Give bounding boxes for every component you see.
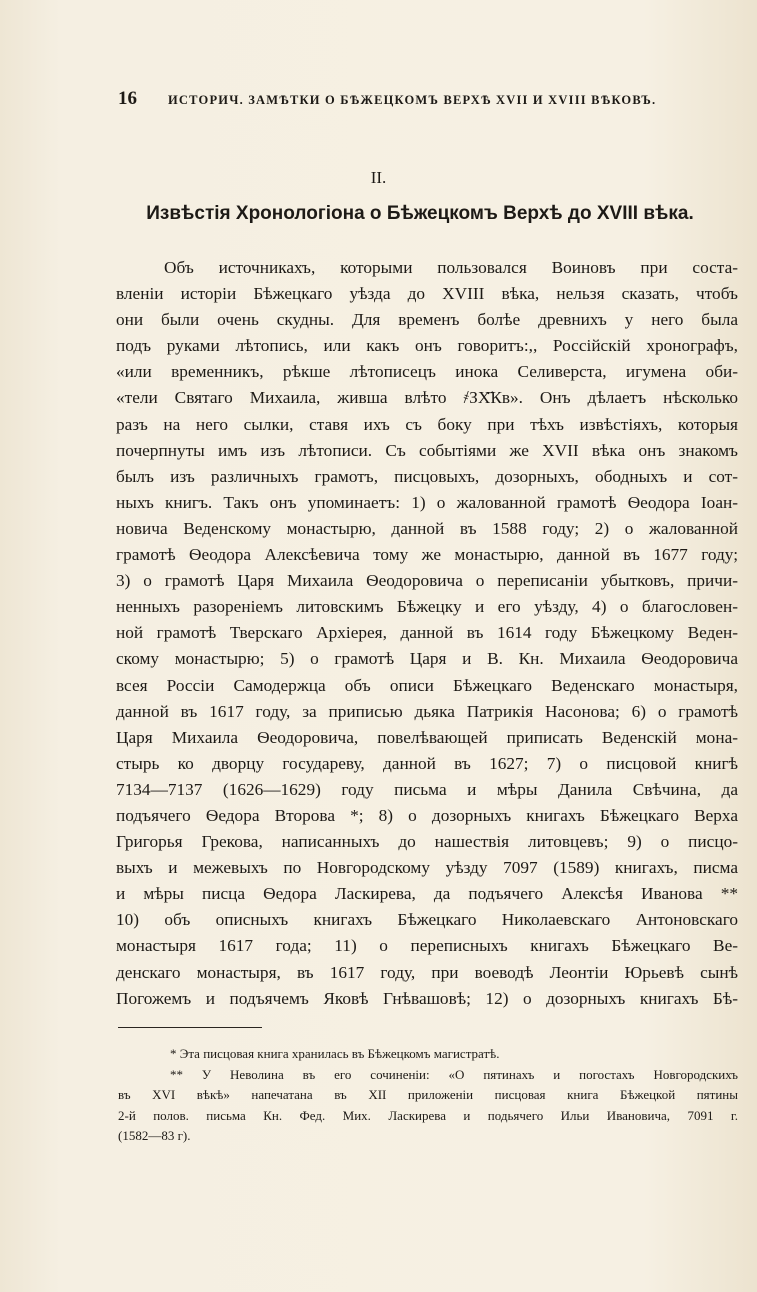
footnote-rule [118, 1027, 262, 1028]
text-line: подъячего Ѳедора Второва *; 8) о дозорныхъ книгахъ Бѣжецкаго Верха [116, 805, 738, 825]
section-heading: Извѣстія Хронологіона о Бѣжецкомъ Верхѣ до XVIII вѣка. [146, 203, 694, 224]
text-line: ной грамотѣ Тверскаго Архіерея, данной въ 1614 году Бѣжецкому Веден- [116, 623, 738, 643]
text-line: монастыря 1617 года; 11) о переписныхъ книгахъ Бѣжецкаго Ве- [116, 936, 738, 956]
page-number: 16 [118, 88, 137, 109]
section-number: II. [370, 168, 387, 187]
footnote-2-line: (1582—83 г). [118, 1128, 191, 1144]
text-line: 10) объ описныхъ книгахъ Бѣжецкаго Николаевскаго Антоновскаго [116, 910, 738, 930]
text-line: 7134—7137 (1626—1629) году письма и мѣры Данила Свѣчина, да [116, 779, 738, 799]
text-line: «или временникъ, рѣкше лѣтописецъ инока Селиверста, игумена оби- [116, 362, 738, 382]
text-line: выхъ и межевыхъ по Новгородскому уѣзду 7097 (1589) книгахъ, писма [116, 858, 738, 878]
text-line: ныхъ книгъ. Такъ онъ упоминаетъ: 1) о жалованной грамотѣ Ѳеодора Іоан- [116, 492, 738, 512]
text-line: они были очень скудны. Для временъ болѣе древнихъ у него была [116, 310, 738, 330]
text-line: Погожемъ и подъячемъ Яковѣ Гнѣвашовѣ; 12) о дозорныхъ книгахъ Бѣ- [116, 988, 738, 1008]
text-line: и мѣры писца Ѳедора Ласкирева, да подъячего Алексѣя Иванова ** [116, 884, 738, 904]
text-line: Григорья Грекова, написанныхъ до нашествія литовцевъ; 9) о писцо- [116, 832, 738, 852]
text-line: былъ изъ различныхъ грамотъ, писцовыхъ, дозорныхъ, ободныхъ и сот- [116, 466, 738, 486]
text-line: скому монастырю; 5) о грамотѣ Царя и В. Кн. Михаила Ѳеодоровича [116, 649, 738, 669]
text-line: «тели Святаго Михаила, живша влѣто ҂ЗХ҃Кв». Онъ дѣлаетъ нѣсколько [116, 388, 738, 408]
body-text [116, 255, 738, 1012]
running-title: ИСТОРИЧ. ЗАМѢТКИ О БѢЖЕЦКОМЪ ВЕРХѢ XVII И XVIII ВѢКОВЪ. [168, 93, 657, 107]
running-head [118, 88, 708, 112]
footnotes [118, 1044, 738, 1147]
text-line: денскаго монастыря, въ 1617 году, при воеводѣ Леонтіи Юрьевѣ сынѣ [116, 962, 738, 982]
text-line: разъ на него сылки, ставя ихъ съ боку при тѣхъ извѣстіяхъ, которыя [116, 414, 738, 434]
text-line: ненныхъ разореніемъ литовскимъ Бѣжецку и его уѣзду, 4) о благословен- [116, 597, 738, 617]
text-line: данной въ 1617 году, за приписью дьяка Патрикія Насонова; 6) о грамотѣ [116, 701, 738, 721]
footnote-1: * Эта писцовая книга хранилась въ Бѣжецкомъ магистратѣ. [170, 1046, 500, 1061]
text-line: 3) о грамотѣ Царя Михаила Ѳеодоровича о переписаніи убытковъ, причи- [116, 571, 738, 591]
text-line: всея Россіи Самодержца объ описи Бѣжецкаго Веденскаго монастыря, [116, 675, 738, 695]
text-line: вленіи исторіи Бѣжецкаго уѣзда до XVIII вѣка, нельзя сказать, чтобъ [116, 284, 738, 304]
text-line: подъ руками лѣтопись, или какъ онъ говоритъ:,, Россійскій хронографъ, [116, 336, 738, 356]
footnote-2-line: 2-й полов. письма Кн. Фед. Мих. Ласкирева и подьячего Ильи Ивановича, 7091 г. [118, 1107, 738, 1123]
text-line: Объ источникахъ, которыми пользовался Воиновъ при соста- [164, 258, 738, 277]
text-line: грамотѣ Ѳеодора Алексѣевича тому же монастырю, данной въ 1677 году; [116, 545, 738, 565]
footnote-2-line: въ XVI вѣкѣ» напечатана въ XII приложеніи писцовая книга Бѣжецкой пятины [118, 1087, 738, 1103]
text-line: Царя Михаила Ѳеодоровича, повелѣвающей приписать Веденскій мона- [116, 727, 738, 747]
text-line: новича Веденскому монастырю, данной въ 1588 году; 2) о жалованной [116, 518, 738, 538]
text-line: стырь ко дворцу государеву, данной въ 1627; 7) о писцовой книгѣ [116, 753, 738, 773]
text-line: почерпнуты имъ изъ лѣтописи. Съ событіями же XVII вѣка онъ знакомъ [116, 440, 738, 460]
footnote-2: ** У Неволина въ его сочиненіи: «О пятинахъ и погостахъ Новгородскихъ [170, 1066, 738, 1082]
